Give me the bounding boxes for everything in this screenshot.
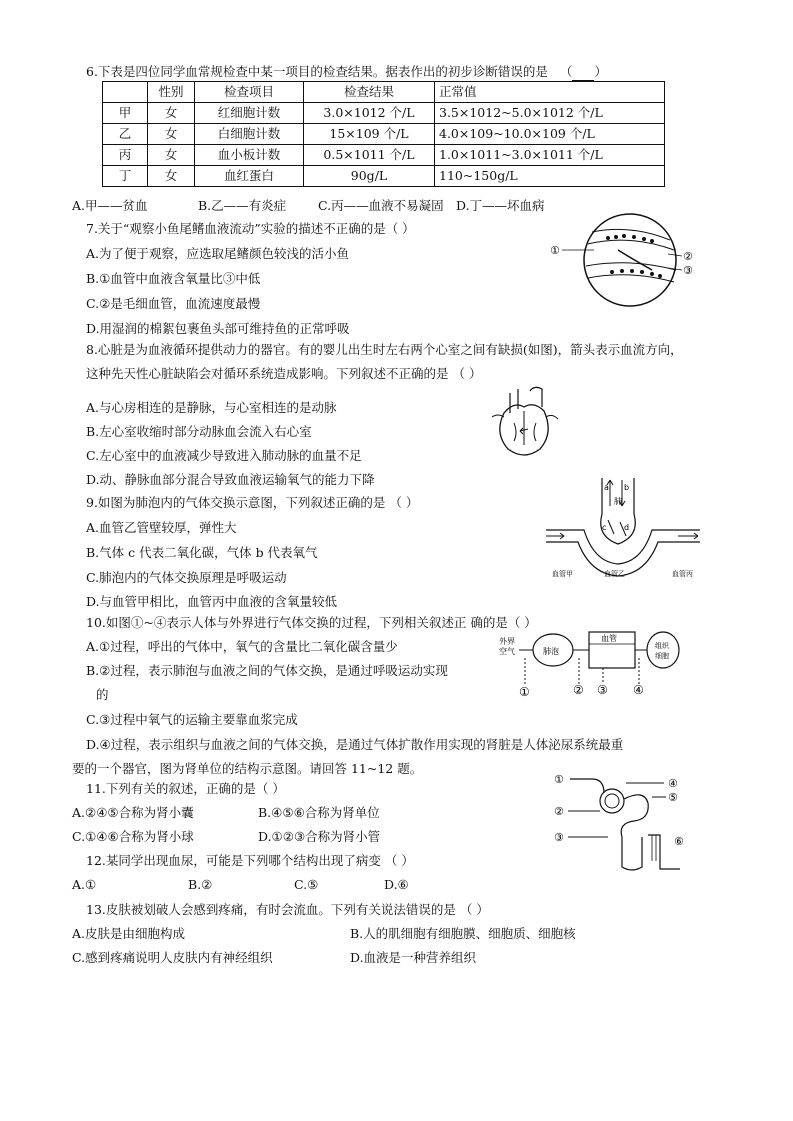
alveolus-gas-exchange-figure <box>544 470 704 582</box>
label-vessel-bing: 血管丙 <box>672 570 693 578</box>
label-1: ① <box>554 773 564 786</box>
table-cell: 15×109 个/L <box>304 124 435 145</box>
table-cell: 乙 <box>103 124 148 145</box>
gas-exchange-process-figure <box>497 628 687 700</box>
table-header-cell <box>103 82 148 103</box>
table-cell: 0.5×1011 个/L <box>304 145 435 166</box>
q8-option-d[interactable]: D.动、静脉血部分混合导致血液运输氧气的能力下降 <box>86 472 375 487</box>
q9-option-b[interactable]: B.气体 c 代表二氧化碳，气体 b 代表氧气 <box>86 545 318 560</box>
table-cell: 3.5×1012~5.0×1012 个/L <box>435 103 665 124</box>
table-row <box>103 145 665 166</box>
q10-stem: 10.如图①~④表示人体与外界进行气体交换的过程，下列相关叙述正 确的是（ ） <box>86 615 537 630</box>
label-vessel-jia: 血管甲 <box>552 570 573 578</box>
q9-option-c[interactable]: C.肺泡内的气体交换原理是呼吸运动 <box>86 570 287 585</box>
kidney-intro: 要的一个器官，图为肾单位的结构示意图。请回答 11~12 题。 <box>72 761 423 776</box>
label-4: ④ <box>668 777 678 790</box>
table-cell: 血红蛋白 <box>195 166 304 187</box>
table-cell: 110~150g/L <box>435 166 665 187</box>
label-3: ③ <box>683 264 693 277</box>
table-row <box>103 124 665 145</box>
table-header-cell: 性别 <box>148 82 195 103</box>
q6-stem: 6.下表是四位同学血常规检查中某一项目的检查结果。据表作出的初步诊断错误的是 （ ） <box>86 64 607 79</box>
q7-option-b[interactable]: B.①血管中血液含氧量比③中低 <box>86 271 261 286</box>
svg-text:细胞: 细胞 <box>655 652 669 660</box>
table-header-cell: 检查结果 <box>304 82 435 103</box>
label-c: c <box>602 523 607 532</box>
label-fei: 肺 <box>614 497 622 506</box>
table-cell: 血小板计数 <box>195 145 304 166</box>
q8-option-a[interactable]: A.与心房相连的是静脉，与心室相连的是动脉 <box>86 400 337 415</box>
svg-text:空气: 空气 <box>499 647 515 656</box>
q12-option-a[interactable]: A.① <box>72 877 97 892</box>
table-cell: 女 <box>148 145 195 166</box>
q12-option-b[interactable]: B.② <box>188 877 213 892</box>
q7-option-c[interactable]: C.②是毛细血管，血流速度最慢 <box>86 296 261 311</box>
table-row <box>103 166 665 187</box>
svg-text:④: ④ <box>633 683 644 697</box>
table-cell: 1.0×1011~3.0×1011 个/L <box>435 145 665 166</box>
label-5: ⑤ <box>668 791 678 804</box>
q7-stem: 7.关于“观察小鱼尾鳍血液流动”实验的描述不正确的是（ ） <box>86 221 415 236</box>
table-cell: 女 <box>148 166 195 187</box>
q11-option-a[interactable]: A.②④⑤合称为肾小囊 <box>72 805 194 820</box>
svg-text:肺泡: 肺泡 <box>543 647 559 656</box>
q13-option-d[interactable]: D.血液是一种营养组织 <box>350 950 477 965</box>
q8-stem-line2: 这种先天性心脏缺陷会对循环系统造成影响。下列叙述不正确的是 （ ） <box>86 366 482 381</box>
svg-text:血管: 血管 <box>601 634 617 643</box>
q7-option-a[interactable]: A.为了便于观察，应选取尾鳍颜色较浅的活小鱼 <box>86 246 350 261</box>
label-3: ③ <box>554 831 564 844</box>
q13-stem: 13.皮肤被划破人会感到疼痛，有时会流血。下列有关说法错误的是 （ ） <box>86 902 489 917</box>
table-header-row <box>103 82 665 103</box>
svg-text:组织: 组织 <box>655 642 669 650</box>
table-cell: 白细胞计数 <box>195 124 304 145</box>
label-6: ⑥ <box>674 835 684 848</box>
svg-text:外界: 外界 <box>499 637 515 646</box>
table-cell: 丁 <box>103 166 148 187</box>
q9-option-a[interactable]: A.血管乙管壁较厚，弹性大 <box>86 520 237 535</box>
svg-text:②: ② <box>573 683 584 697</box>
table-row <box>103 103 665 124</box>
q6-option-d[interactable]: D.丁——坏血病 <box>456 198 545 213</box>
q10-option-c[interactable]: C.③过程中氧气的运输主要靠血浆完成 <box>86 712 298 727</box>
q10-option-d[interactable]: D.④过程，表示组织与血液之间的气体交换，是通过气体扩散作用实现的肾脏是人体泌尿系统最重 <box>86 737 624 752</box>
svg-text:①: ① <box>519 685 530 699</box>
q7-option-d[interactable]: D.用湿润的棉絮包裹鱼头部可维持鱼的正常呼吸 <box>86 321 350 336</box>
q10-option-a[interactable]: A.①过程，呼出的气体中，氧气的含量比二氧化碳含量少 <box>86 639 398 654</box>
label-2: ② <box>683 250 693 263</box>
q11-option-d[interactable]: D.①②③合称为肾小管 <box>258 829 381 844</box>
q6-option-b[interactable]: B.乙——有炎症 <box>198 198 287 213</box>
q8-stem-line1: 8.心脏是为血液循环提供动力的器官。有的婴儿出生时左右两个心室之间有缺损(如图)，箭头表示血流方向， <box>86 342 683 357</box>
table-cell: 3.0×1012 个/L <box>304 103 435 124</box>
q12-option-c[interactable]: C.⑤ <box>294 877 319 892</box>
label-d: d <box>624 523 630 532</box>
q13-option-a[interactable]: A.皮肤是由细胞构成 <box>72 926 186 941</box>
table-cell: 4.0×109~10.0×109 个/L <box>435 124 665 145</box>
q11-option-b[interactable]: B.④⑤⑥合称为肾单位 <box>258 805 380 820</box>
label-vessel-yi: 血管乙 <box>604 570 625 578</box>
label-2: ② <box>554 805 564 818</box>
table-cell: 90g/L <box>304 166 435 187</box>
label-a: a <box>604 483 609 492</box>
q10-option-b[interactable]: B.②过程，表示肺泡与血液之间的气体交换，是通过呼吸运动实现 <box>86 663 448 678</box>
table-cell: 甲 <box>103 103 148 124</box>
q11-option-c[interactable]: C.①④⑥合称为肾小球 <box>72 829 194 844</box>
q9-option-d[interactable]: D.与血管甲相比，血管丙中血液的含氧量较低 <box>86 594 338 609</box>
q8-option-c[interactable]: C.左心室中的血液减少导致进入肺动脉的血量不足 <box>86 448 362 463</box>
label-b: b <box>624 483 630 492</box>
q8-option-b[interactable]: B.左心室收缩时部分动脉血会流入右心室 <box>86 424 312 439</box>
q6-result-table <box>102 81 665 187</box>
q10-option-b-cont: 的 <box>96 687 109 702</box>
q11-stem: 11.下列有关的叙述，正确的是（ ） <box>86 781 285 796</box>
q9-stem: 9.如图为肺泡内的气体交换示意图，下列叙述正确的是 （ ） <box>86 495 419 510</box>
label-1: ① <box>550 244 560 257</box>
q6-answer-blank[interactable] <box>572 64 594 81</box>
table-header-cell: 正常值 <box>435 82 665 103</box>
q13-option-b[interactable]: B.人的肌细胞有细胞膜、细胞质、细胞核 <box>350 926 576 941</box>
q6-option-c[interactable]: C.丙——血液不易凝固 <box>318 198 444 213</box>
fish-tail-vessel-figure <box>548 210 698 310</box>
table-cell: 红细胞计数 <box>195 103 304 124</box>
q13-option-c[interactable]: C.感到疼痛说明人皮肤内有神经组织 <box>72 950 273 965</box>
q12-option-d[interactable]: D.⑥ <box>384 877 409 892</box>
q6-option-a[interactable]: A.甲——贫血 <box>72 198 148 213</box>
nephron-figure <box>548 775 698 875</box>
table-header-cell: 检查项目 <box>195 82 304 103</box>
heart-defect-figure <box>484 383 564 463</box>
q12-stem: 12.某同学出现血尿，可能是下列哪个结构出现了病变 （ ） <box>86 853 414 868</box>
table-cell: 女 <box>148 124 195 145</box>
svg-text:③: ③ <box>597 683 608 697</box>
table-cell: 丙 <box>103 145 148 166</box>
table-cell: 女 <box>148 103 195 124</box>
